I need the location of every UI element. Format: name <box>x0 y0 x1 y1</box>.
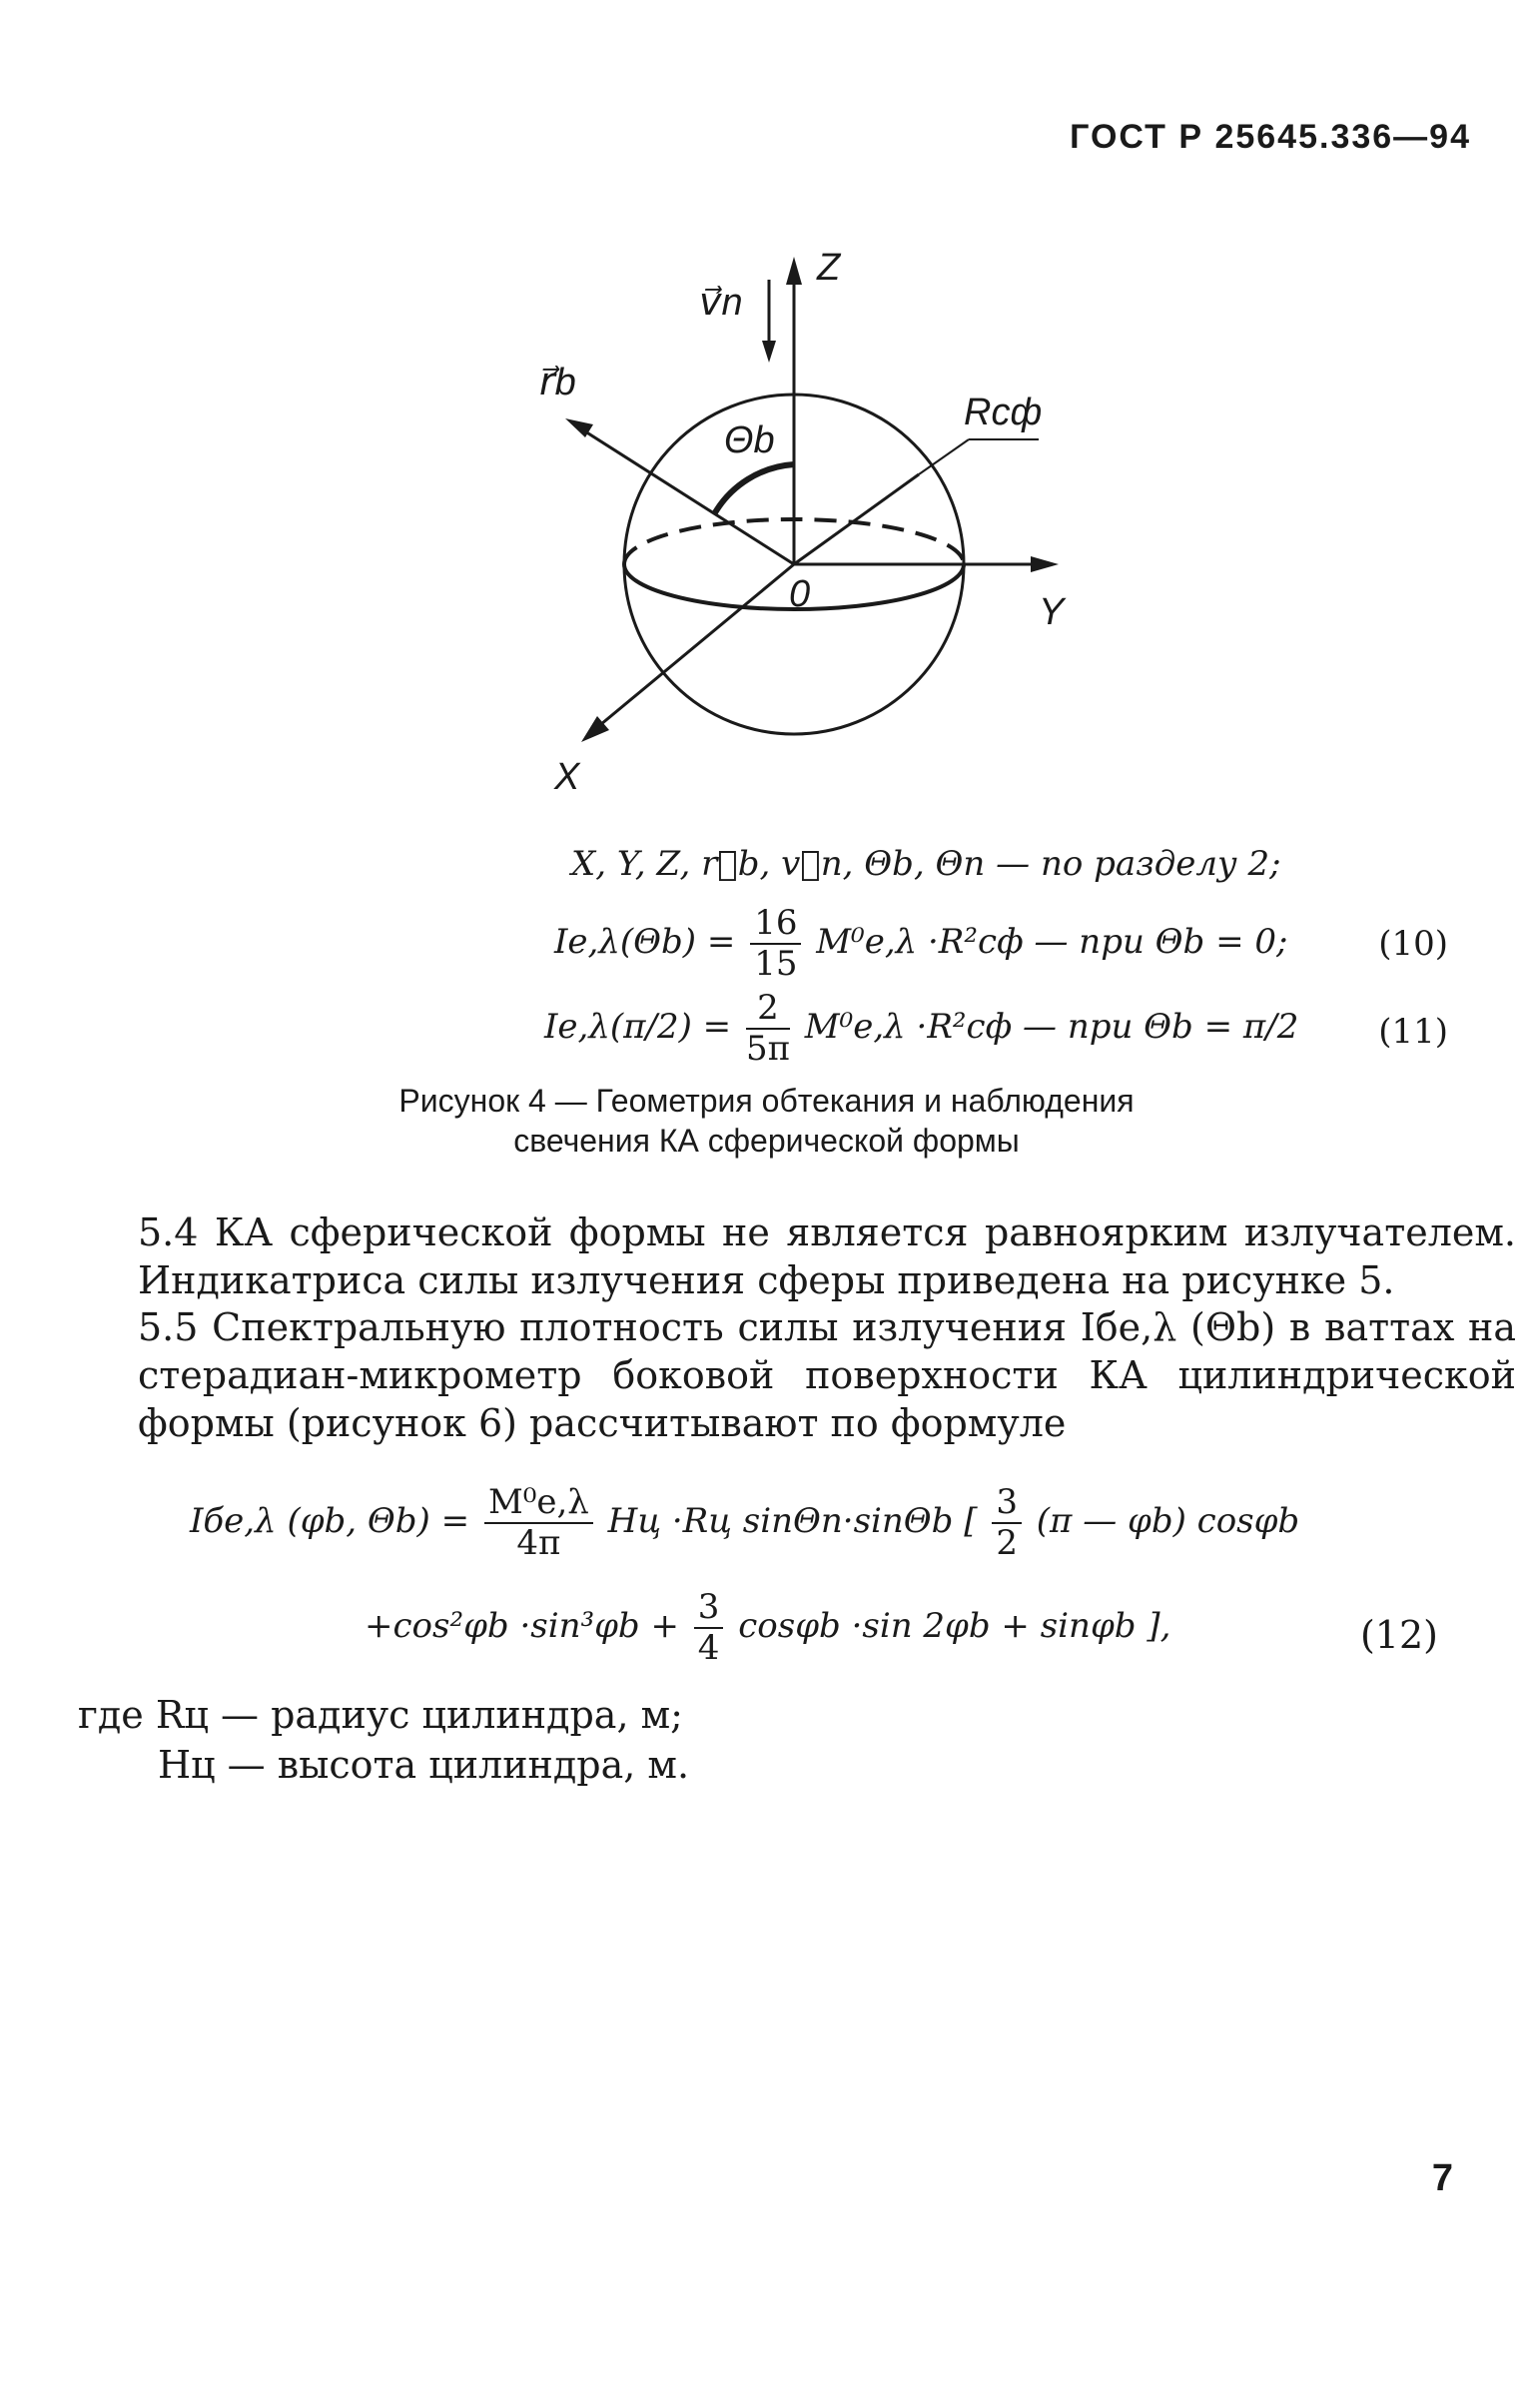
eq12-fraction-1 <box>484 1483 593 1563</box>
eq10-number: (10) <box>1378 924 1448 964</box>
page-number: 7 <box>1431 2157 1453 2199</box>
figure-caption <box>0 1081 1533 1161</box>
eq11-den: 5π <box>745 1029 790 1070</box>
paragraph-5-4: 5.4 КА сферической формы не является равноярким излучателем. Индикатриса силы излучения сферы приведена на рисунке 5. <box>138 1210 1516 1302</box>
eq10-lhs: Ie,λ(Θb) = <box>554 922 736 963</box>
eq12-fraction-3 <box>694 1588 724 1668</box>
y-label: Y <box>1039 591 1065 633</box>
vn-arrow <box>762 341 776 363</box>
eq12-num1: M⁰e,λ <box>484 1483 593 1524</box>
eq12-num3: 3 <box>694 1588 724 1629</box>
paragraph-5-5: 5.5 Спектральную плотность силы излучения Iбe,λ (Θb) в ваттах на стерадиан-микрометр боковой поверхности КА цилиндрической формы (рисунок 6) рассчитывают по формуле <box>138 1305 1516 1445</box>
eq12-line2b: cosφb ·sin 2φb + sinφb ], <box>738 1606 1171 1647</box>
equation-10 <box>554 904 1288 984</box>
z-label: Z <box>817 247 841 289</box>
theta-label: Θb <box>724 419 775 461</box>
rb-label: r⃗b <box>539 362 576 403</box>
eq10-rhs: M⁰e,λ ·R²сф — при Θb = 0; <box>816 922 1288 963</box>
eq12-den2: 2 <box>996 1523 1018 1564</box>
eq12-number: (12) <box>1359 1613 1438 1657</box>
equation-11 <box>544 989 1298 1069</box>
eq10-den: 15 <box>754 944 798 985</box>
equation-12-line-2 <box>365 1588 1170 1668</box>
origin-label: 0 <box>789 573 811 615</box>
eq12-line2a: +cos²φb ·sin³φb + <box>365 1606 679 1647</box>
eq11-number: (11) <box>1378 1012 1448 1052</box>
where-line-1: где Rц — радиус цилиндра, м; <box>78 1693 683 1737</box>
vn-label: v⃗n <box>699 282 743 324</box>
sphere-geometry-figure <box>499 235 1099 814</box>
eq12-num2: 3 <box>992 1483 1022 1524</box>
y-arrow <box>1031 556 1059 572</box>
eq10-fraction <box>750 904 801 984</box>
theta-arc <box>714 464 794 514</box>
eq11-num: 2 <box>746 989 790 1030</box>
figure-legend: X, Y, Z, r⃗b, v⃗n, Θb, Θn — по разделу 2; <box>571 844 1281 884</box>
z-arrow <box>786 257 802 285</box>
eq12-mid: Hц ·Rц sinΘn·sinΘb [ <box>607 1501 978 1542</box>
caption-line-2: свечения КА сферической формы <box>513 1123 1020 1159</box>
radius-label: Rсф <box>964 392 1043 433</box>
eq11-rhs: M⁰e,λ ·R²сф — при Θb = π/2 <box>804 1007 1299 1048</box>
eq11-lhs: Ie,λ(π/2) = <box>544 1007 732 1048</box>
eq12-tail1: (π — φb) cosφb <box>1036 1501 1300 1542</box>
eq12-fraction-2 <box>992 1483 1022 1563</box>
equation-12-line-1 <box>190 1483 1299 1563</box>
eq12-den3: 4 <box>697 1628 720 1669</box>
eq10-num: 16 <box>750 904 801 945</box>
radius-line <box>794 474 919 564</box>
x-axis <box>589 564 794 734</box>
document-code: ГОСТ Р 25645.336—94 <box>1070 118 1471 156</box>
caption-line-1: Рисунок 4 — Геометрия обтекания и наблюдения <box>398 1083 1135 1119</box>
where-line-2: Hц — высота цилиндра, м. <box>158 1743 690 1787</box>
eq12-lhs: Iбe,λ (φb, Θb) = <box>190 1501 470 1542</box>
x-label: X <box>554 756 580 798</box>
eq12-den1: 4π <box>516 1523 561 1564</box>
eq11-fraction <box>746 989 790 1069</box>
